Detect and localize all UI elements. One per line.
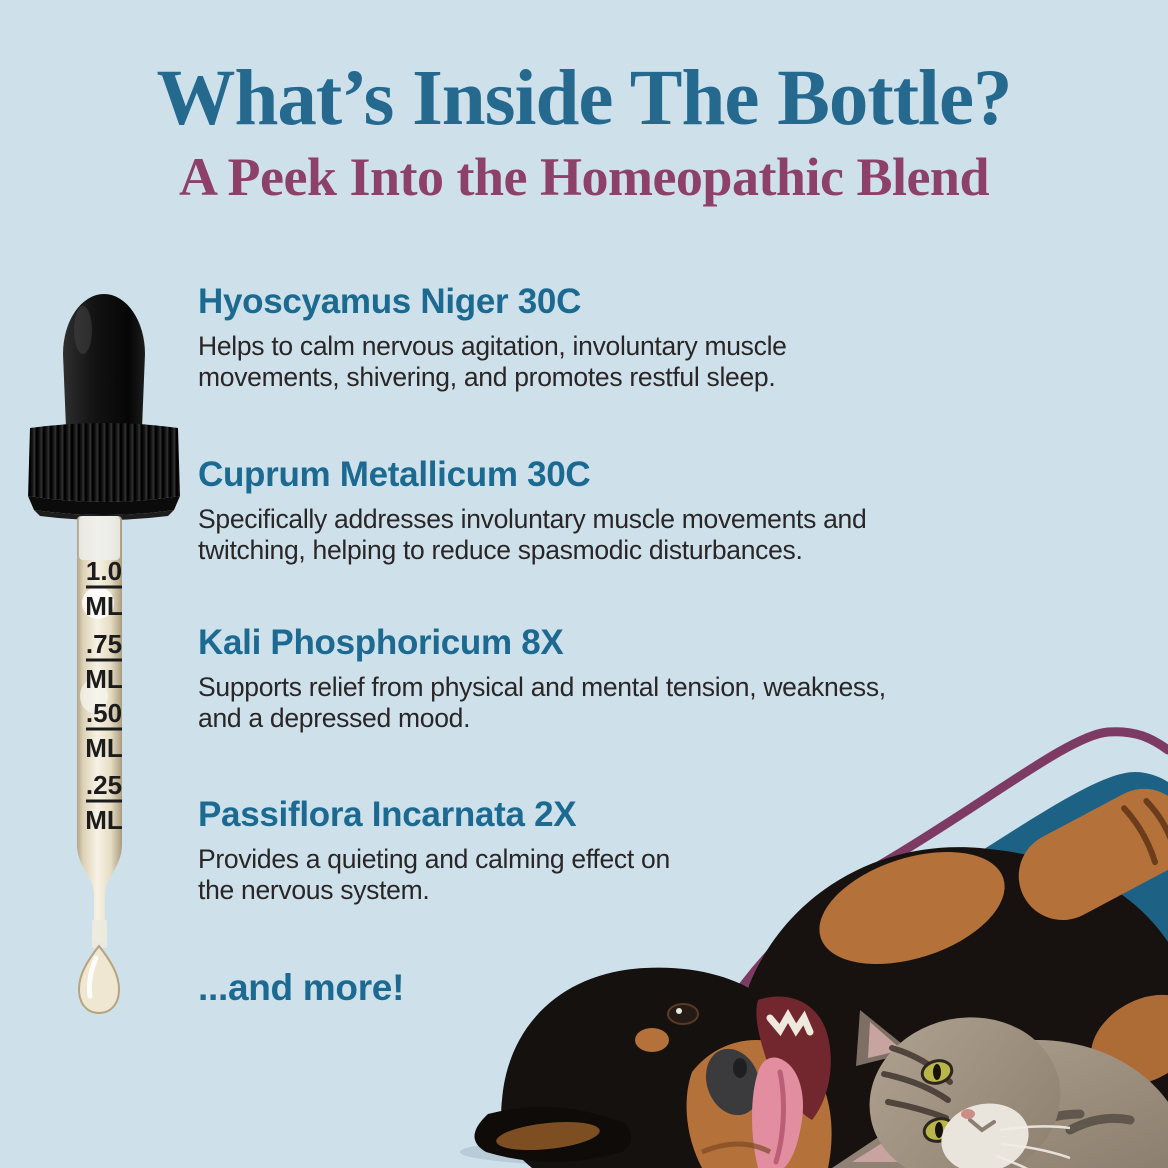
ingredient-name: Hyoscyamus Niger 30C: [198, 282, 582, 321]
description-line: Provides a quieting and calming effect on: [198, 844, 670, 874]
ingredient-name: Kali Phosphoricum 8X: [198, 623, 564, 662]
marking-value: 1.0: [85, 556, 123, 586]
marking-unit: ML: [85, 664, 123, 694]
description-line: the nervous system.: [198, 875, 430, 905]
pets-photo: [440, 700, 1168, 1168]
description-line: Supports relief from physical and mental tension, weakness,: [198, 672, 886, 702]
page-title: What’s Inside The Bottle?: [156, 55, 1012, 142]
more-text: ...and more!: [198, 967, 405, 1008]
dropper-bulb: [63, 294, 145, 428]
marking-unit: ML: [85, 733, 123, 763]
dropper-image: [8, 258, 200, 1030]
ingredient-name: Passiflora Incarnata 2X: [198, 795, 577, 834]
ingredient-item-hyoscyamus: [198, 282, 787, 393]
marking-value: .50: [85, 698, 123, 728]
ingredient-description: [198, 331, 787, 393]
marking-75ml: [85, 629, 123, 694]
dropper-tip: [77, 844, 122, 1013]
ingredient-item-cuprum: [198, 455, 866, 566]
page-subtitle: A Peek Into the Homeopathic Blend: [178, 147, 989, 208]
description-line: Helps to calm nervous agitation, involuntary muscle: [198, 331, 787, 361]
marking-unit: ML: [85, 591, 123, 621]
marking-value: .25: [85, 770, 123, 800]
marking-value: .75: [85, 629, 123, 659]
dropper-cap: [28, 423, 180, 520]
description-line: twitching, helping to reduce spasmodic disturbances.: [198, 535, 803, 565]
marking-unit: ML: [85, 805, 123, 835]
description-line: movements, shivering, and promotes restful sleep.: [198, 362, 776, 392]
marking-1ml: [85, 556, 123, 621]
ingredient-description: [198, 504, 866, 566]
marking-25ml: [85, 770, 123, 835]
ingredient-name: Cuprum Metallicum 30C: [198, 455, 591, 494]
header: [0, 55, 1168, 208]
description-line: Specifically addresses involuntary muscle movements and: [198, 504, 867, 534]
marking-50ml: [85, 698, 123, 763]
description-line: and a depressed mood.: [198, 703, 471, 733]
